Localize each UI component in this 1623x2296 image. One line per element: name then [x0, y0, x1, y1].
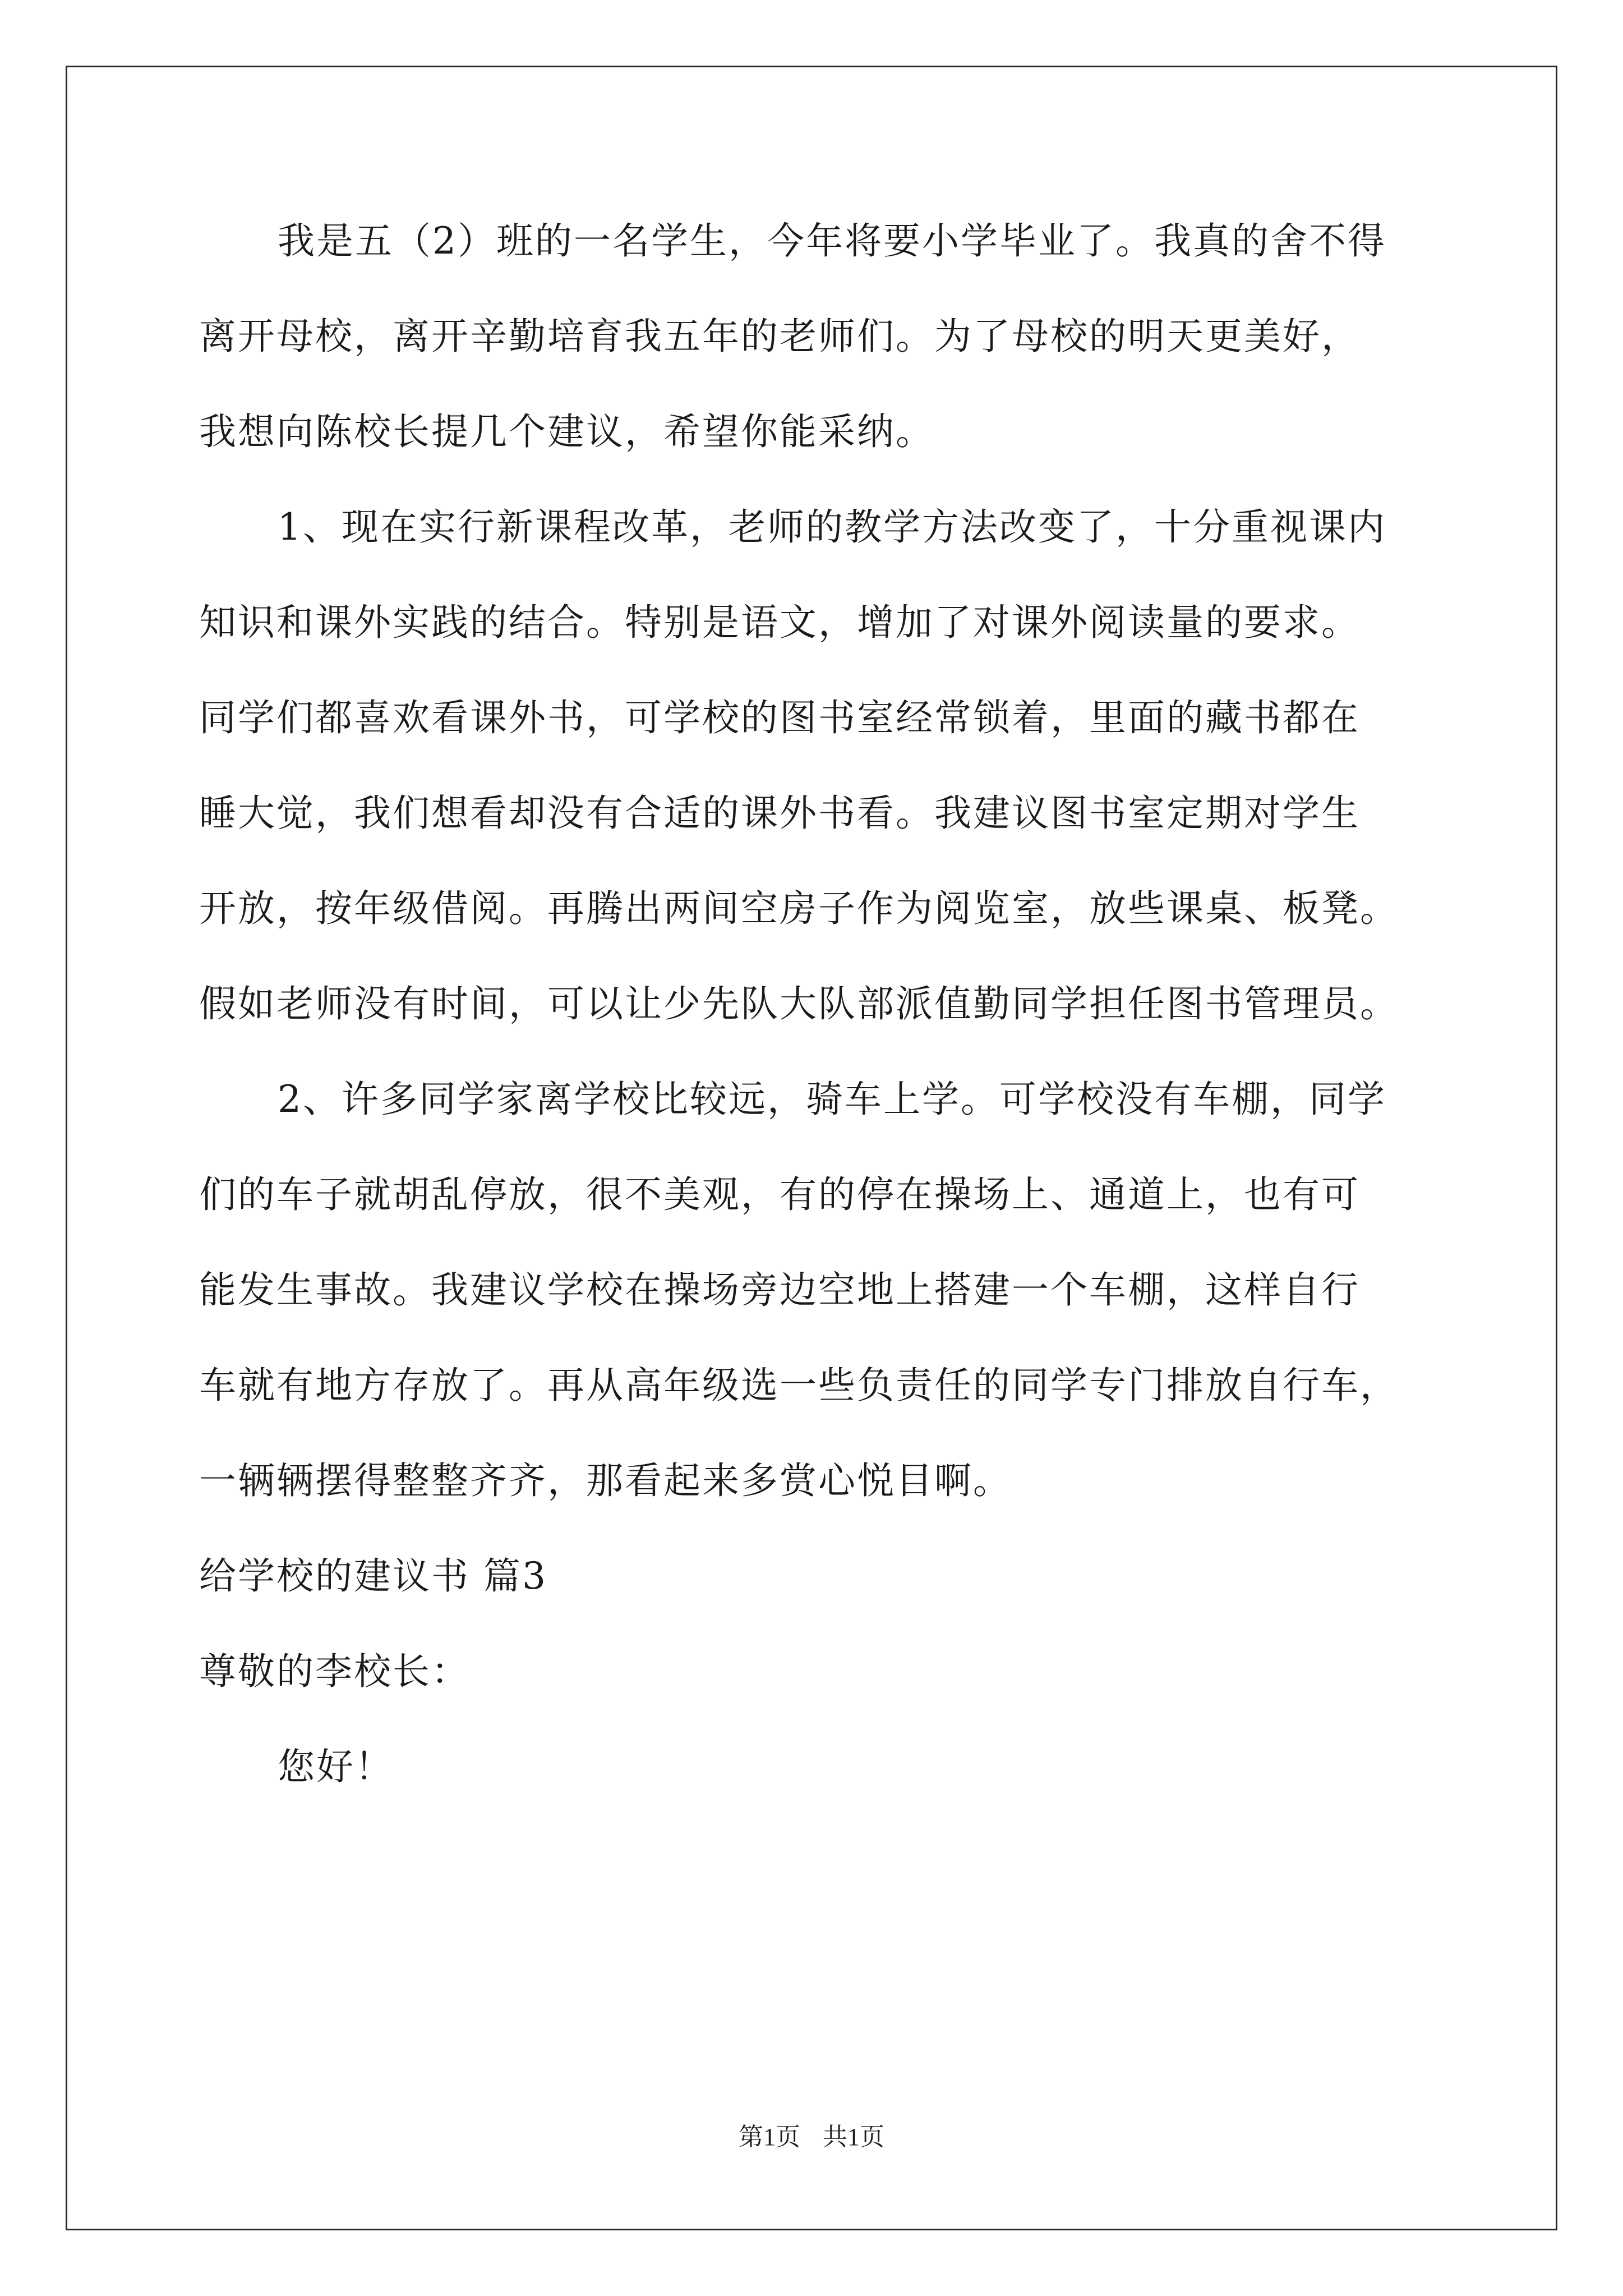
paragraph-3-line-1: 2、许多同学家离学校比较远，骑车上学。可学校没有车棚，同学	[278, 1078, 1386, 1121]
paragraph-2-line-1: 1、现在实行新课程改革，老师的教学方法改变了，十分重视课内	[278, 505, 1386, 549]
paragraph-2-line-3: 同学们都喜欢看课外书，可学校的图书室经常锁着，里面的藏书都在	[199, 696, 1360, 739]
page-border	[66, 66, 1557, 2230]
paragraph-2-line-5: 开放，按年级借阅。再腾出两间空房子作为阅览室，放些课桌、板凳。	[199, 887, 1399, 930]
paragraph-1-line-2: 离开母校，离开辛勤培育我五年的老师们。为了母校的明天更美好，	[199, 315, 1360, 358]
paragraph-1-line-1: 我是五（2）班的一名学生，今年将要小学毕业了。我真的舍不得	[278, 219, 1386, 263]
page-number-current: 第1页	[739, 2123, 800, 2151]
paragraph-3-line-2: 们的车子就胡乱停放，很不美观，有的停在操场上、通道上，也有可	[199, 1173, 1360, 1216]
paragraph-2-line-6: 假如老师没有时间，可以让少先队大队部派值勤同学担任图书管理员。	[199, 982, 1399, 1025]
paragraph-1-line-3: 我想向陈校长提几个建议，希望你能采纳。	[199, 410, 934, 453]
paragraph-2-line-2: 知识和课外实践的结合。特别是语文，增加了对课外阅读量的要求。	[199, 601, 1360, 644]
paragraph-3-line-5: 一辆辆摆得整整齐齐，那看起来多赏心悦目啊。	[199, 1459, 1012, 1502]
section-heading: 给学校的建议书 篇3	[199, 1554, 547, 1598]
paragraph-3-line-4: 车就有地方存放了。再从高年级选一些负责任的同学专门排放自行车，	[199, 1364, 1399, 1407]
page-footer	[0, 2120, 1623, 2154]
page-number-total: 共1页	[823, 2123, 884, 2151]
paragraph-3-line-3: 能发生事故。我建议学校在操场旁边空地上搭建一个车棚，这样自行	[199, 1268, 1360, 1312]
salutation: 尊敬的李校长：	[199, 1650, 470, 1693]
greeting: 您好！	[278, 1745, 394, 1788]
paragraph-2-line-4: 睡大觉，我们想看却没有合适的课外书看。我建议图书室定期对学生	[199, 792, 1360, 835]
